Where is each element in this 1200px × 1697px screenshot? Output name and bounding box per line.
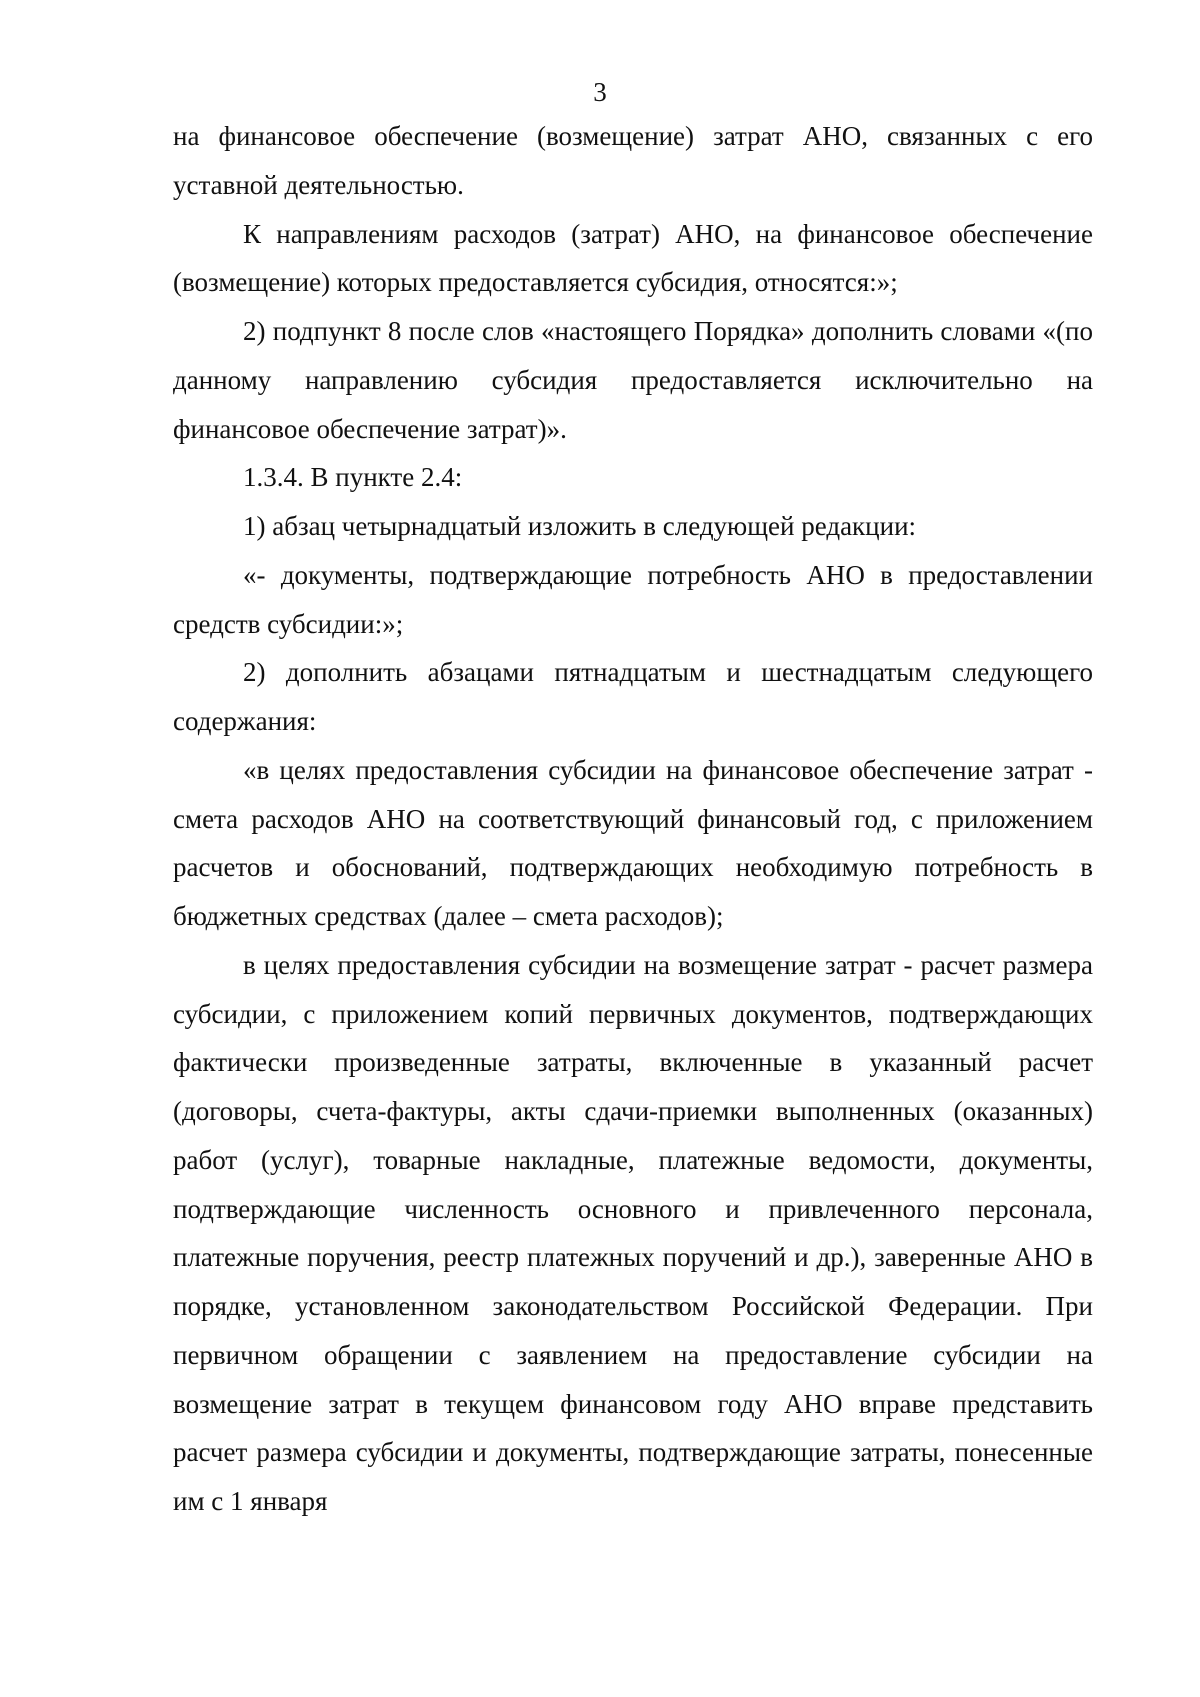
paragraph-clause-1-3-4: 1.3.4. В пункте 2.4:: [243, 462, 463, 493]
paragraph-continuation: на финансовое обеспечение (возмещение) затрат АНО, связанных с его уставной деятельностью.: [173, 121, 1093, 200]
document-body: [173, 112, 1093, 1526]
paragraph-financial-support-estimate: «в целях предоставления субсидии на финансовое обеспечение затрат - смета расходов АНО на соответствующий финансовый год, с приложением расчетов и обоснований, подтверждающих необходимую потребность в бюджетных средствах (далее – смета расходов);: [173, 754, 1093, 931]
paragraph-reimbursement-calculation: в целях предоставления субсидии на возмещение затрат - расчет размера субсидии, с приложением копий первичных документов, подтверждающих фактически произведенные затраты, включенные в указанный расчет (договоры, счета-фактуры, акты сдачи-приемки выполненных (оказанных) работ (услуг), товарные накладные, платежные ведомости, документы, подтверждающие численность основного и привлеченного персонала, платежные поручения, реестр платежных поручений и др.), заверенные АНО в порядке, установленном законодательством Российской Федерации. При первичном обращении с заявлением на предоставление субсидии на возмещение затрат в текущем финансовом году АНО вправе представить расчет размера субсидии и документы, подтверждающие затраты, понесенные им с 1 января: [173, 949, 1093, 1516]
paragraph-fourteenth-paragraph: 1) абзац четырнадцатый изложить в следующей редакции:: [243, 511, 917, 541]
paragraph-expense-directions: К направлениям расходов (затрат) АНО, на финансовое обеспечение (возмещение) которых предоставляется субсидия, относятся:»;: [173, 218, 1093, 298]
page-number: 3: [593, 77, 607, 107]
paragraph-documents-need: «- документы, подтверждающие потребность АНО в предоставлении средств субсидии:»;: [173, 559, 1093, 639]
paragraph-add-fifteenth-sixteenth: 2) дополнить абзацами пятнадцатым и шестнадцатым следующего содержания:: [173, 657, 1093, 736]
paragraph-subitem-8-amendment: 2) подпункт 8 после слов «настоящего Порядка» дополнить словами «(по данному направлению субсидия предоставляется исключительно на финансовое обеспечение затрат)».: [173, 316, 1093, 444]
